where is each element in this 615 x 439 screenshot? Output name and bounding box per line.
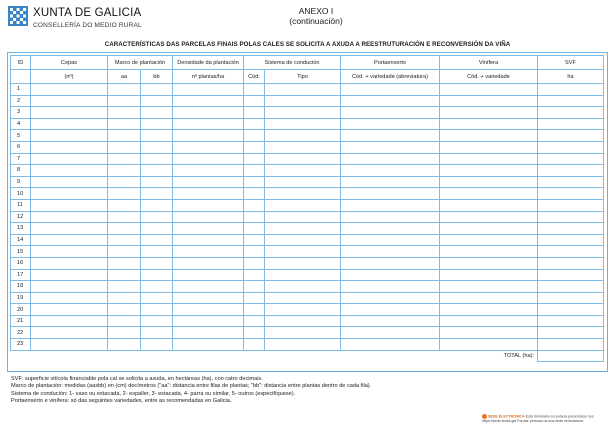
row-id: 20	[11, 304, 31, 316]
subheader-cod: Cód.	[244, 70, 265, 84]
densidade-cell[interactable]	[173, 130, 244, 142]
bb-cell[interactable]	[141, 130, 173, 142]
subheader-cepas: (nº)	[31, 70, 108, 84]
aa-cell[interactable]	[108, 176, 141, 188]
cepas-cell[interactable]	[31, 130, 108, 142]
cod-cell[interactable]	[244, 211, 265, 223]
aa-cell[interactable]	[108, 269, 141, 281]
bb-cell[interactable]	[141, 95, 173, 107]
aa-cell[interactable]	[108, 339, 141, 351]
table-header-row	[11, 56, 604, 70]
notes-block	[11, 376, 461, 406]
table-row	[11, 199, 604, 211]
aa-cell[interactable]	[108, 281, 141, 293]
table-row	[11, 153, 604, 165]
vinifera-cell[interactable]	[440, 292, 538, 304]
tipo-cell[interactable]	[265, 199, 341, 211]
aa-cell[interactable]	[108, 153, 141, 165]
tipo-cell[interactable]	[265, 107, 341, 119]
portaenxerto-cell[interactable]	[341, 107, 440, 119]
densidade-cell[interactable]	[173, 269, 244, 281]
cepas-cell[interactable]	[31, 315, 108, 327]
aa-cell[interactable]	[108, 223, 141, 235]
cod-cell[interactable]	[244, 176, 265, 188]
table-row	[11, 304, 604, 316]
cod-cell[interactable]	[244, 223, 265, 235]
table-row	[11, 281, 604, 293]
svf-cell[interactable]	[538, 118, 604, 130]
row-id: 11	[11, 199, 31, 211]
portaenxerto-cell[interactable]	[341, 234, 440, 246]
portaenxerto-cell[interactable]	[341, 211, 440, 223]
densidade-cell[interactable]	[173, 246, 244, 258]
portaenxerto-cell[interactable]	[341, 188, 440, 200]
subheader-vinifera: Cód. + variedade	[440, 70, 538, 84]
subheader-id-blank	[11, 70, 31, 84]
vinifera-cell[interactable]	[440, 315, 538, 327]
portaenxerto-cell[interactable]	[341, 199, 440, 211]
vinifera-cell[interactable]	[440, 246, 538, 258]
densidade-cell[interactable]	[173, 315, 244, 327]
tipo-cell[interactable]	[265, 315, 341, 327]
row-id: 12	[11, 211, 31, 223]
bb-cell[interactable]	[141, 84, 173, 96]
cod-cell[interactable]	[244, 315, 265, 327]
densidade-cell[interactable]	[173, 141, 244, 153]
densidade-cell[interactable]	[173, 281, 244, 293]
table-row	[11, 327, 604, 339]
cepas-cell[interactable]	[31, 107, 108, 119]
cod-cell[interactable]	[244, 281, 265, 293]
aa-cell[interactable]	[108, 211, 141, 223]
cepas-cell[interactable]	[31, 84, 108, 96]
table-row	[11, 118, 604, 130]
cod-cell[interactable]	[244, 84, 265, 96]
note-marco: Marco de plantación: medidas (aaxbb) en (cm) decímetros ("aa": distancia entre filas de plantas; "bb": distancia entre plantas dentro de cada fila).	[11, 383, 372, 390]
svf-cell[interactable]	[538, 188, 604, 200]
row-id: 2	[11, 95, 31, 107]
tipo-cell[interactable]	[265, 95, 341, 107]
table-row	[11, 339, 604, 351]
svf-cell[interactable]	[538, 95, 604, 107]
densidade-cell[interactable]	[173, 304, 244, 316]
aa-cell[interactable]	[108, 118, 141, 130]
parcels-table	[10, 55, 604, 362]
portaenxerto-cell[interactable]	[341, 339, 440, 351]
org-subtitle: CONSELLERÍA DO MEDIO RURAL	[33, 22, 142, 29]
tipo-cell[interactable]	[265, 130, 341, 142]
tipo-cell[interactable]	[265, 327, 341, 339]
vinifera-cell[interactable]	[440, 176, 538, 188]
total-row	[11, 350, 604, 362]
cepas-cell[interactable]	[31, 188, 108, 200]
cepas-cell[interactable]	[31, 211, 108, 223]
cepas-cell[interactable]	[31, 153, 108, 165]
vinifera-cell[interactable]	[440, 165, 538, 177]
vinifera-cell[interactable]	[440, 304, 538, 316]
tipo-cell[interactable]	[265, 188, 341, 200]
portaenxerto-cell[interactable]	[341, 281, 440, 293]
table-body	[11, 84, 604, 351]
row-id: 10	[11, 188, 31, 200]
svf-cell[interactable]	[538, 269, 604, 281]
svf-cell[interactable]	[538, 199, 604, 211]
cod-cell[interactable]	[244, 153, 265, 165]
bb-cell[interactable]	[141, 304, 173, 316]
svf-cell[interactable]	[538, 339, 604, 351]
row-id: 1	[11, 84, 31, 96]
footer-sede	[482, 414, 612, 424]
vinifera-cell[interactable]	[440, 188, 538, 200]
vinifera-cell[interactable]	[440, 269, 538, 281]
table-subheader-row	[11, 70, 604, 84]
densidade-cell[interactable]	[173, 176, 244, 188]
aa-cell[interactable]	[108, 257, 141, 269]
row-id: 22	[11, 327, 31, 339]
cod-cell[interactable]	[244, 327, 265, 339]
subheader-portaenxerto: Cód. + variedade (abreviatura)	[341, 70, 440, 84]
vinifera-cell[interactable]	[440, 95, 538, 107]
row-id: 8	[11, 165, 31, 177]
table-row	[11, 292, 604, 304]
densidade-cell[interactable]	[173, 165, 244, 177]
portaenxerto-cell[interactable]	[341, 257, 440, 269]
vinifera-cell[interactable]	[440, 107, 538, 119]
table-row	[11, 107, 604, 119]
tipo-cell[interactable]	[265, 118, 341, 130]
table-row	[11, 95, 604, 107]
portaenxerto-cell[interactable]	[341, 327, 440, 339]
densidade-cell[interactable]	[173, 199, 244, 211]
annex-subtitle: (continuación)	[289, 16, 343, 26]
bb-cell[interactable]	[141, 281, 173, 293]
bb-cell[interactable]	[141, 211, 173, 223]
cepas-cell[interactable]	[31, 281, 108, 293]
svf-cell[interactable]	[538, 304, 604, 316]
cepas-cell[interactable]	[31, 176, 108, 188]
cepas-cell[interactable]	[31, 304, 108, 316]
portaenxerto-cell[interactable]	[341, 165, 440, 177]
bb-cell[interactable]	[141, 118, 173, 130]
vinifera-cell[interactable]	[440, 327, 538, 339]
svf-cell[interactable]	[538, 234, 604, 246]
svf-cell[interactable]	[538, 130, 604, 142]
densidade-cell[interactable]	[173, 95, 244, 107]
tipo-cell[interactable]	[265, 234, 341, 246]
cepas-cell[interactable]	[31, 269, 108, 281]
footer-line2: https://sede.xunta.gal	[482, 419, 517, 424]
densidade-cell[interactable]	[173, 118, 244, 130]
portaenxerto-cell[interactable]	[341, 223, 440, 235]
densidade-cell[interactable]	[173, 292, 244, 304]
aa-cell[interactable]	[108, 107, 141, 119]
header-id: ID	[11, 56, 31, 70]
bb-cell[interactable]	[141, 246, 173, 258]
footer-line1: Este formulario só poderá presentarse nos	[525, 414, 594, 419]
footer-line3: Formar persoas na súa sede rexistradora	[517, 419, 584, 424]
subheader-aa: aa	[108, 70, 141, 84]
cod-cell[interactable]	[244, 257, 265, 269]
cepas-cell[interactable]	[31, 327, 108, 339]
bb-cell[interactable]	[141, 339, 173, 351]
table-row	[11, 246, 604, 258]
densidade-cell[interactable]	[173, 211, 244, 223]
svf-cell[interactable]	[538, 327, 604, 339]
form-title: CARACTERÍSTICAS DAS PARCELAS FINAIS POLAS CALES SE SOLICITA A AXUDA A REESTRUTURACIÓN E RECONVERSIÓN DA VIÑA	[104, 41, 511, 48]
bb-cell[interactable]	[141, 176, 173, 188]
header-vinifera: Vinífera	[440, 56, 538, 70]
vinifera-cell[interactable]	[440, 141, 538, 153]
svf-cell[interactable]	[538, 107, 604, 119]
table-row	[11, 211, 604, 223]
portaenxerto-cell[interactable]	[341, 269, 440, 281]
table-row	[11, 165, 604, 177]
cod-cell[interactable]	[244, 339, 265, 351]
total-input[interactable]	[538, 350, 604, 362]
header-sistema: Sistema de condución	[244, 56, 341, 70]
cepas-cell[interactable]	[31, 165, 108, 177]
aa-cell[interactable]	[108, 95, 141, 107]
vinifera-cell[interactable]	[440, 130, 538, 142]
table-row	[11, 141, 604, 153]
cod-cell[interactable]	[244, 188, 265, 200]
table-row	[11, 315, 604, 327]
subheader-bb: bb	[141, 70, 173, 84]
portaenxerto-cell[interactable]	[341, 246, 440, 258]
tipo-cell[interactable]	[265, 269, 341, 281]
aa-cell[interactable]	[108, 199, 141, 211]
svf-cell[interactable]	[538, 246, 604, 258]
subheader-tipo: Tipo	[265, 70, 341, 84]
tipo-cell[interactable]	[265, 84, 341, 96]
svf-cell[interactable]	[538, 84, 604, 96]
densidade-cell[interactable]	[173, 223, 244, 235]
row-id: 7	[11, 153, 31, 165]
cod-cell[interactable]	[244, 304, 265, 316]
header-cepas: Cepas	[31, 56, 108, 70]
vinifera-cell[interactable]	[440, 234, 538, 246]
tipo-cell[interactable]	[265, 176, 341, 188]
portaenxerto-cell[interactable]	[341, 304, 440, 316]
bb-cell[interactable]	[141, 141, 173, 153]
table-row	[11, 257, 604, 269]
table-row	[11, 176, 604, 188]
cepas-cell[interactable]	[31, 246, 108, 258]
aa-cell[interactable]	[108, 292, 141, 304]
portaenxerto-cell[interactable]	[341, 292, 440, 304]
tipo-cell[interactable]	[265, 257, 341, 269]
cod-cell[interactable]	[244, 95, 265, 107]
svf-cell[interactable]	[538, 165, 604, 177]
aa-cell[interactable]	[108, 141, 141, 153]
row-id: 23	[11, 339, 31, 351]
table-row	[11, 130, 604, 142]
svf-cell[interactable]	[538, 176, 604, 188]
bb-cell[interactable]	[141, 199, 173, 211]
subheader-densidade: nº plantas/ha	[173, 70, 244, 84]
row-id: 3	[11, 107, 31, 119]
aa-cell[interactable]	[108, 327, 141, 339]
cepas-cell[interactable]	[31, 118, 108, 130]
svf-cell[interactable]	[538, 211, 604, 223]
cod-cell[interactable]	[244, 107, 265, 119]
portaenxerto-cell[interactable]	[341, 118, 440, 130]
row-id: 16	[11, 257, 31, 269]
bb-cell[interactable]	[141, 327, 173, 339]
cod-cell[interactable]	[244, 269, 265, 281]
tipo-cell[interactable]	[265, 339, 341, 351]
vinifera-cell[interactable]	[440, 211, 538, 223]
densidade-cell[interactable]	[173, 339, 244, 351]
document-header	[6, 4, 609, 44]
vinifera-cell[interactable]	[440, 223, 538, 235]
note-portaenxerto: Portaenxerto e vinífera: só das seguintes variedades, entre as recomendadas en Galicia.	[11, 398, 232, 405]
aa-cell[interactable]	[108, 234, 141, 246]
vinifera-cell[interactable]	[440, 281, 538, 293]
row-id: 21	[11, 315, 31, 327]
header-marco: Marco de plantación	[108, 56, 173, 70]
svf-cell[interactable]	[538, 141, 604, 153]
portaenxerto-cell[interactable]	[341, 176, 440, 188]
cod-cell[interactable]	[244, 234, 265, 246]
cod-cell[interactable]	[244, 118, 265, 130]
bb-cell[interactable]	[141, 107, 173, 119]
cod-cell[interactable]	[244, 165, 265, 177]
tipo-cell[interactable]	[265, 292, 341, 304]
xunta-logo-icon	[8, 6, 28, 26]
cod-cell[interactable]	[244, 292, 265, 304]
row-id: 4	[11, 118, 31, 130]
note-sistema: Sistema de condución: 1- vaso ou estacada, 2- espaller, 3- estacada, 4- parra ou similar, 5- outros (especifíquese).	[11, 390, 296, 397]
row-id: 6	[11, 141, 31, 153]
vinifera-cell[interactable]	[440, 199, 538, 211]
svf-cell[interactable]	[538, 292, 604, 304]
total-label: TOTAL (ha):	[503, 353, 534, 360]
tipo-cell[interactable]	[265, 211, 341, 223]
note-svf: SVF: superficie vitícola financiable pola cal se solicita a axuda, en hectáreas (ha), con catro decimais.	[11, 376, 263, 382]
tipo-cell[interactable]	[265, 304, 341, 316]
portaenxerto-cell[interactable]	[341, 141, 440, 153]
aa-cell[interactable]	[108, 165, 141, 177]
svf-cell[interactable]	[538, 153, 604, 165]
footer-brand: SEDE ELECTRÓNICA	[488, 414, 525, 419]
annex-label	[261, 6, 371, 26]
table-row	[11, 84, 604, 96]
bb-cell[interactable]	[141, 269, 173, 281]
cepas-cell[interactable]	[31, 95, 108, 107]
cepas-cell[interactable]	[31, 199, 108, 211]
bb-cell[interactable]	[141, 165, 173, 177]
header-svf: SVF	[538, 56, 604, 70]
portaenxerto-cell[interactable]	[341, 315, 440, 327]
portaenxerto-cell[interactable]	[341, 153, 440, 165]
cepas-cell[interactable]	[31, 257, 108, 269]
cepas-cell[interactable]	[31, 223, 108, 235]
row-id: 18	[11, 281, 31, 293]
densidade-cell[interactable]	[173, 327, 244, 339]
portaenxerto-cell[interactable]	[341, 130, 440, 142]
bb-cell[interactable]	[141, 234, 173, 246]
densidade-cell[interactable]	[173, 107, 244, 119]
row-id: 9	[11, 176, 31, 188]
table-row	[11, 234, 604, 246]
row-id: 13	[11, 223, 31, 235]
org-name: XUNTA DE GALICIA	[33, 7, 142, 19]
row-id: 17	[11, 269, 31, 281]
bb-cell[interactable]	[141, 153, 173, 165]
cod-cell[interactable]	[244, 199, 265, 211]
densidade-cell[interactable]	[173, 234, 244, 246]
densidade-cell[interactable]	[173, 257, 244, 269]
total-spacer	[11, 350, 440, 362]
aa-cell[interactable]	[108, 246, 141, 258]
annex-title: ANEXO I	[298, 6, 334, 16]
row-id: 5	[11, 130, 31, 142]
row-id: 14	[11, 234, 31, 246]
cepas-cell[interactable]	[31, 339, 108, 351]
tipo-cell[interactable]	[265, 223, 341, 235]
densidade-cell[interactable]	[173, 84, 244, 96]
aa-cell[interactable]	[108, 188, 141, 200]
tipo-cell[interactable]	[265, 246, 341, 258]
aa-cell[interactable]	[108, 130, 141, 142]
table-row	[11, 188, 604, 200]
portaenxerto-cell[interactable]	[341, 95, 440, 107]
svf-cell[interactable]	[538, 281, 604, 293]
tipo-cell[interactable]	[265, 153, 341, 165]
bb-cell[interactable]	[141, 257, 173, 269]
vinifera-cell[interactable]	[440, 257, 538, 269]
cepas-cell[interactable]	[31, 292, 108, 304]
densidade-cell[interactable]	[173, 188, 244, 200]
svf-cell[interactable]	[538, 223, 604, 235]
header-densidade: Densidade da plantación	[173, 56, 244, 70]
tipo-cell[interactable]	[265, 281, 341, 293]
cepas-cell[interactable]	[31, 234, 108, 246]
densidade-cell[interactable]	[173, 153, 244, 165]
tipo-cell[interactable]	[265, 141, 341, 153]
row-id: 15	[11, 246, 31, 258]
table-row	[11, 223, 604, 235]
cod-cell[interactable]	[244, 141, 265, 153]
vinifera-cell[interactable]	[440, 153, 538, 165]
portaenxerto-cell[interactable]	[341, 84, 440, 96]
aa-cell[interactable]	[108, 84, 141, 96]
subheader-svf: ha	[538, 70, 604, 84]
cod-cell[interactable]	[244, 246, 265, 258]
row-id: 19	[11, 292, 31, 304]
vinifera-cell[interactable]	[440, 84, 538, 96]
cepas-cell[interactable]	[31, 141, 108, 153]
bb-cell[interactable]	[141, 223, 173, 235]
table-row	[11, 269, 604, 281]
aa-cell[interactable]	[108, 304, 141, 316]
vinifera-cell[interactable]	[440, 118, 538, 130]
aa-cell[interactable]	[108, 315, 141, 327]
cod-cell[interactable]	[244, 130, 265, 142]
bb-cell[interactable]	[141, 188, 173, 200]
vinifera-cell[interactable]	[440, 339, 538, 351]
svf-cell[interactable]	[538, 315, 604, 327]
bb-cell[interactable]	[141, 292, 173, 304]
bb-cell[interactable]	[141, 315, 173, 327]
tipo-cell[interactable]	[265, 165, 341, 177]
svf-cell[interactable]	[538, 257, 604, 269]
header-portaenxerto: Portaenxerto	[341, 56, 440, 70]
